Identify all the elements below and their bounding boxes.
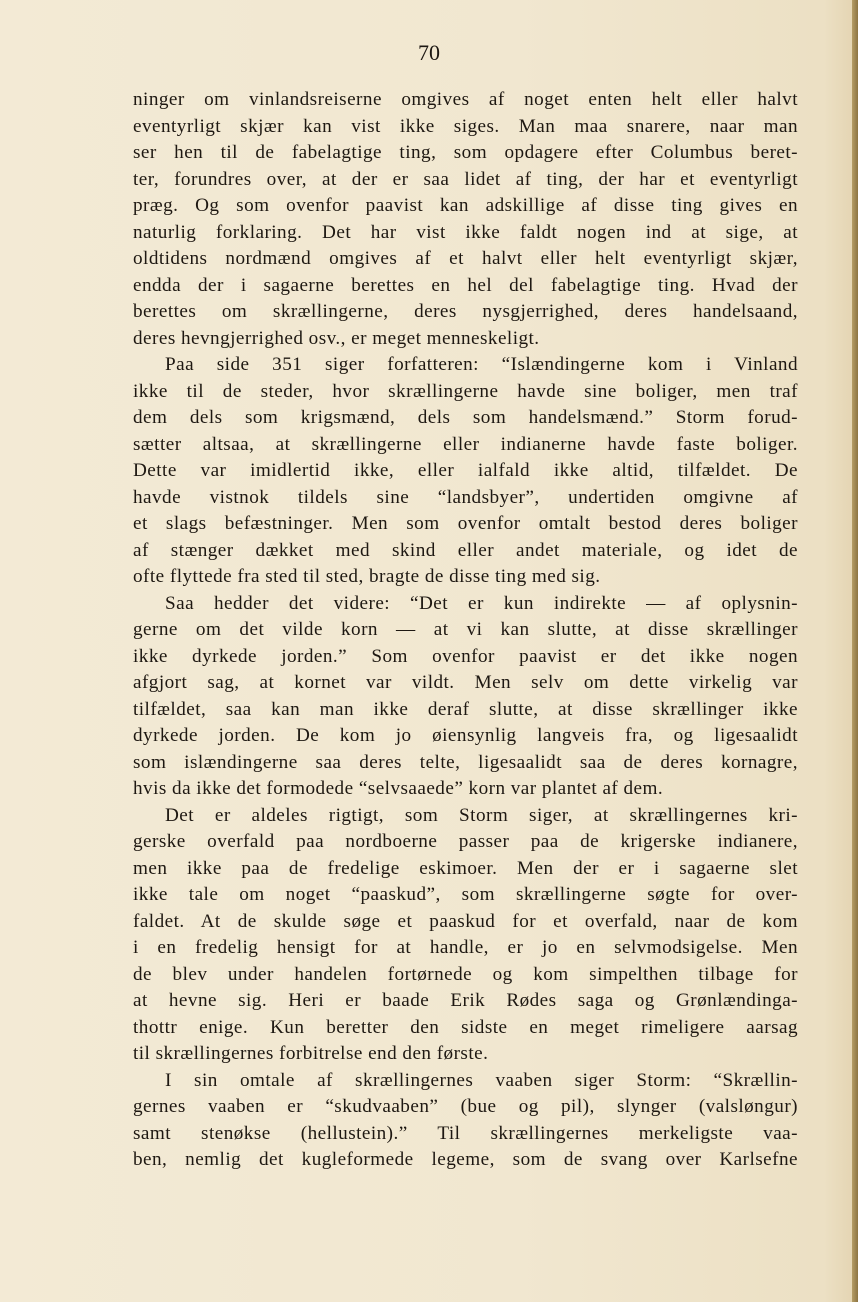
text-line: ikke dyrkede jorden.” Som ovenfor paavist er det ikke nogen: [133, 645, 798, 667]
paragraph: [133, 87, 798, 352]
text-line: men ikke paa de fredelige eskimoer. Men der er i sagaerne slet: [133, 857, 798, 879]
text-line: sætter altsaa, at skrællingerne eller indianerne havde faste boliger.: [133, 433, 798, 455]
text-line: i en fredelig hensigt for at handle, er jo en selvmodsigelse. Men: [133, 937, 798, 958]
text-line: I sin omtale af skrællingernes vaaben siger Storm: “Skrællin-: [165, 1069, 798, 1091]
text-line: berettes om skrællingerne, deres nysgjerrighed, deres handelsaand,: [133, 301, 798, 322]
text-line: til skrællingernes forbitrelse end den første.: [133, 1043, 489, 1064]
paragraph: [133, 803, 798, 1068]
text-line: som islændingerne saa deres telte, ligesaalidt saa de deres kornagre,: [133, 751, 798, 773]
page-edge-shadow: [852, 0, 858, 1302]
text-line: gernes vaaben er “skudvaaben” (bue og pil), slynger (valsløngur): [133, 1096, 798, 1117]
text-line: ofte flyttede fra sted til sted, bragte de disse ting med sig.: [133, 566, 601, 587]
text-line: deres hevngjerrighed osv., er meget menneskeligt.: [133, 327, 540, 349]
text-line: præg. Og som ovenfor paavist kan adskillige af disse ting gives en: [133, 195, 798, 216]
text-line: et slags befæstninger. Men som ovenfor omtalt bestod deres boliger: [133, 513, 798, 534]
text-line: Saa hedder det videre: “Det er kun indirekte — af oplysnin-: [165, 592, 798, 614]
text-line: faldet. At de skulde søge et paaskud for et overfald, naar de kom: [133, 910, 798, 932]
text-line: gerne om det vilde korn — at vi kan slutte, at disse skrællinger: [133, 619, 798, 640]
page-number: 70: [418, 40, 440, 65]
text-line: ter, forundres over, at der er saa lidet af ting, der har et eventyrligt: [133, 168, 798, 190]
paragraph: [133, 352, 798, 591]
text-line: tilfældet, saa kan man ikke deraf slutte, at disse skrællinger ikke: [133, 698, 798, 720]
paragraph: [133, 591, 798, 803]
text-line: samt stenøkse (hellustein).” Til skrællingernes merkeligste vaa-: [133, 1122, 798, 1144]
text-line: hvis da ikke det formodede “selvsaaede” korn var plantet af dem.: [133, 778, 664, 799]
text-line: Dette var imidlertid ikke, eller ialfald ikke altid, tilfældet. De: [133, 460, 798, 481]
text-line: af stænger dækket med skind eller andet materiale, og idet de: [133, 539, 798, 561]
text-line: naturlig forklaring. Det har vist ikke faldt nogen ind at sige, at: [133, 221, 798, 243]
text-line: gerske overfald paa nordboerne passer paa de krigerske indianere,: [133, 831, 798, 852]
text-line: at hevne sig. Heri er baade Erik Rødes saga og Grønlændinga-: [133, 990, 798, 1011]
text-line: ikke til de steder, hvor skrællingerne havde sine boliger, men traf: [133, 380, 798, 402]
text-line: Det er aldeles rigtigt, som Storm siger, at skrællingernes kri-: [165, 804, 798, 826]
body-text: [133, 87, 798, 1174]
text-line: oldtidens nordmænd omgives af et halvt eller helt eventyrligt skjær,: [133, 248, 798, 269]
text-line: havde vistnok tildels sine “landsbyer”, undertiden omgivne af: [133, 486, 798, 508]
text-line: de blev under handelen fortørnede og kom simpelthen tilbage for: [133, 963, 798, 985]
text-line: thottr enige. Kun beretter den sidste en meget rimeligere aarsag: [133, 1016, 798, 1038]
text-line: Paa side 351 siger forfatteren: “Islændingerne kom i Vinland: [165, 354, 798, 375]
text-line: dyrkede jorden. De kom jo øiensynlig langveis fra, og ligesaalidt: [133, 725, 798, 746]
text-line: ninger om vinlandsreiserne omgives af noget enten helt eller halvt: [133, 89, 798, 110]
text-line: eventyrligt skjær kan vist ikke siges. Man maa snarere, naar man: [133, 115, 798, 137]
text-line: afgjort sag, at kornet var vildt. Men selv om dette virkelig var: [133, 672, 798, 693]
paragraph: [133, 1068, 798, 1174]
text-line: endda der i sagaerne berettes en hel del fabelagtige ting. Hvad der: [133, 274, 798, 296]
text-line: dem dels som krigsmænd, dels som handelsmænd.” Storm forud-: [133, 407, 798, 428]
text-line: ser hen til de fabelagtige ting, som opdagere efter Columbus beret-: [133, 142, 798, 163]
text-line: ben, nemlig det kugleformede legeme, som de svang over Karlsefne: [133, 1149, 798, 1170]
text-line: ikke tale om noget “paaskud”, som skrællingerne søgte for over-: [133, 884, 798, 905]
